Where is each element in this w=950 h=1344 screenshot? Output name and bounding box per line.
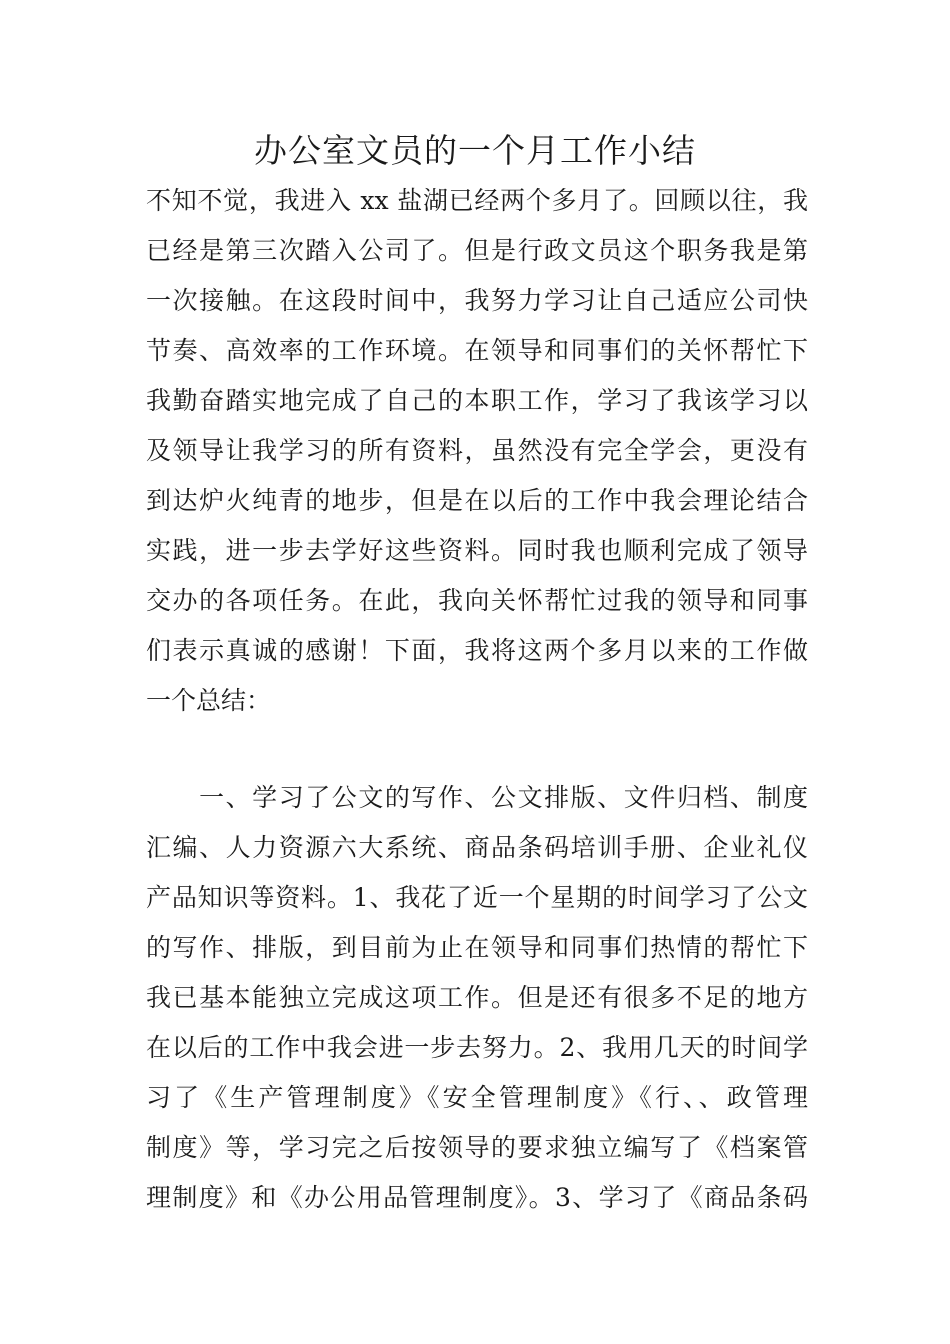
text-line: 实践，进一步去学好这些资料。同时我也顺利完成了领导 xyxy=(146,536,808,565)
text-line: 们表示真诚的感谢！下面，我将这两个多月以来的工作做 xyxy=(146,636,808,665)
text-line: 一次接触。在这段时间中，我努力学习让自己适应公司快 xyxy=(146,286,808,315)
text-line: 习了《生产管理制度》《安全管理制度》《行、、政管理 xyxy=(146,1083,808,1112)
text-line: 节奏、高效率的工作环境。在领导和同事们的关怀帮忙下 xyxy=(146,336,808,365)
text-line: 一、学习了公文的写作、公文排版、文件归档、制度 xyxy=(146,783,808,812)
text-line: 我勤奋踏实地完成了自己的本职工作，学习了我该学习以 xyxy=(146,386,808,415)
text-line: 及领导让我学习的所有资料，虽然没有完全学会，更没有 xyxy=(146,436,808,465)
text-line: 的写作、排版，到目前为止在领导和同事们热情的帮忙下 xyxy=(146,933,808,962)
text-line: 到达炉火纯青的地步，但是在以后的工作中我会理论结合 xyxy=(146,486,808,515)
text-line: 汇编、人力资源六大系统、商品条码培训手册、企业礼仪 xyxy=(146,833,808,862)
document-title: 办公室文员的一个月工作小结 xyxy=(254,131,696,170)
paragraph-intro xyxy=(146,176,808,726)
text-line: 制度》等，学习完之后按领导的要求独立编写了《档案管 xyxy=(146,1133,808,1162)
text-line: 理制度》和《办公用品管理制度》。3、学习了《商品条码 xyxy=(146,1183,808,1212)
text-line: 我已基本能独立完成这项工作。但是还有很多不足的地方 xyxy=(146,983,808,1012)
text-line: 在以后的工作中我会进一步去努力。2、我用几天的时间学 xyxy=(146,1033,808,1062)
text-line: 产品知识等资料。1、我花了近一个星期的时间学习了公文 xyxy=(146,883,808,912)
text-line: 一个总结： xyxy=(146,686,272,715)
text-line: 已经是第三次踏入公司了。但是行政文员这个职务我是第 xyxy=(146,236,808,265)
paragraph-section-one xyxy=(146,773,808,1223)
text-line: 交办的各项任务。在此，我向关怀帮忙过我的领导和同事 xyxy=(146,586,808,615)
text-line: 不知不觉，我进入 xx 盐湖已经两个多月了。回顾以往，我 xyxy=(146,186,808,215)
